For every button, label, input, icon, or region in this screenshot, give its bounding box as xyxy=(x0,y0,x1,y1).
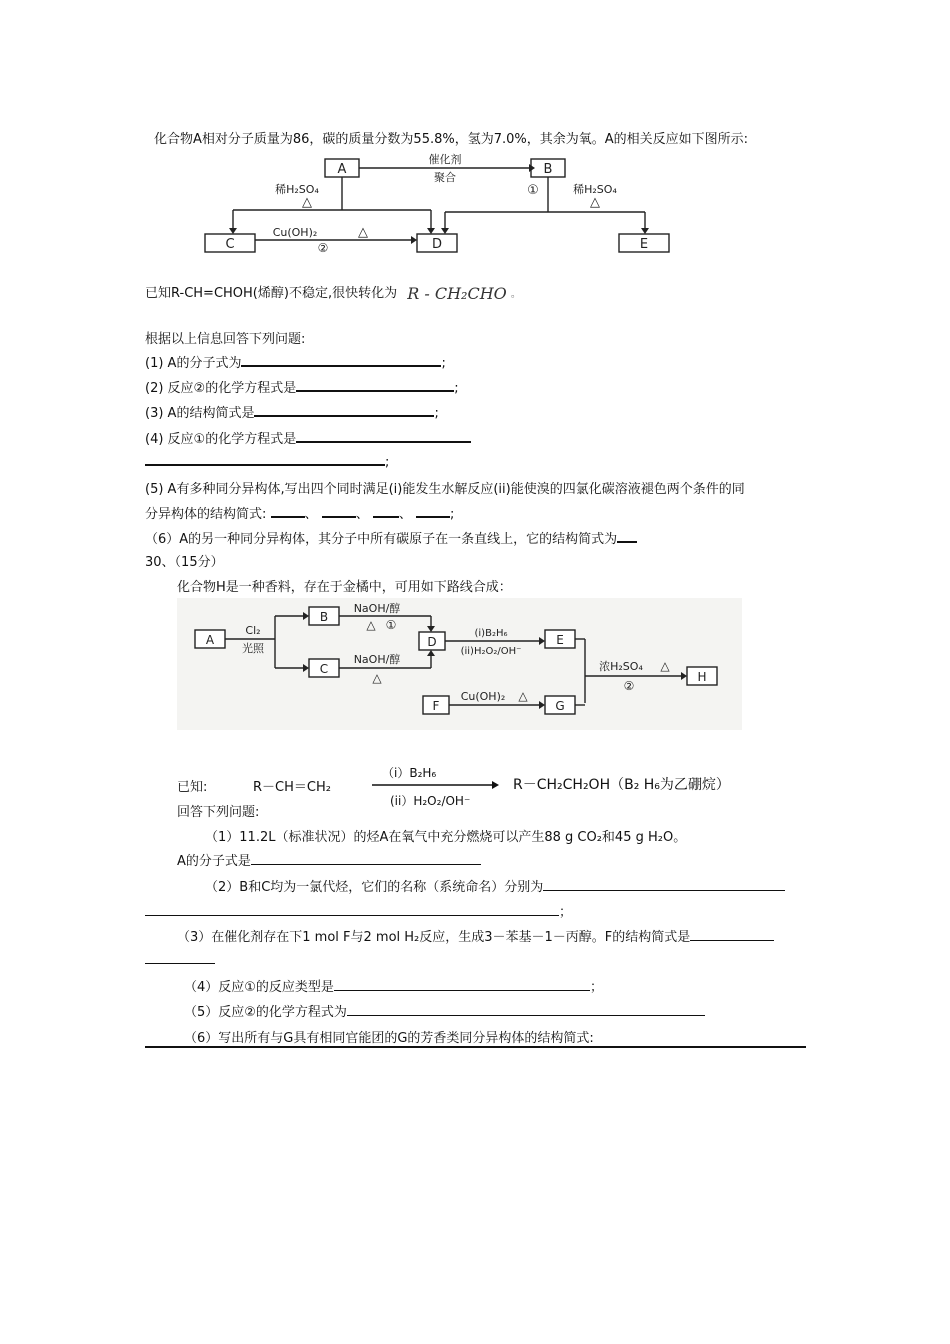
q29-intro: 化合物A相对分子质量为86，碳的质量分数为55.8%，氢为7.0%，其余为氧。A的相关反应如下图所示: xyxy=(154,132,749,147)
q29-dilute-acid-left: 稀H₂SO₄ xyxy=(275,183,319,196)
q30-cuoh: Cu(OH)₂ xyxy=(460,690,506,703)
q29-dilute-acid-right: 稀H₂SO₄ xyxy=(573,183,617,196)
catalyst-label: 催化剂 xyxy=(428,153,462,166)
q30-intro: 化合物H是一种香料，存在于金橘中，可用如下路线合成： xyxy=(177,580,512,595)
q29-q5-text: 分异构体的结构简式: xyxy=(145,507,267,522)
q30-q2-continue xyxy=(145,901,572,920)
node-a: A xyxy=(337,162,347,177)
q30-q4 xyxy=(184,976,603,995)
q29-q3-end: ; xyxy=(434,406,439,421)
q29-reaction-diagram xyxy=(195,150,685,255)
q30-q5-text: （5）反应②的化学方程式为 xyxy=(184,1005,347,1020)
q30-known-reactant: R－CH＝CH₂ xyxy=(253,780,331,795)
q30-q2-blank[interactable] xyxy=(543,878,785,891)
q29-q2-text: (2) 反应②的化学方程式是 xyxy=(145,381,297,396)
q30-answer-intro: 回答下列问题: xyxy=(177,805,260,820)
q30-header: 30、（15分） xyxy=(145,555,224,570)
q29-q5-sep1: 、 xyxy=(304,507,318,522)
q30-node-g: G xyxy=(555,699,565,713)
q30-light: 光照 xyxy=(242,642,264,655)
q30-node-b: B xyxy=(319,610,329,624)
q29-known-formula: R - CH₂CHO xyxy=(407,284,507,303)
q29-known-text: 已知R-CH=CHOH(烯醇)不稳定,很快转化为 xyxy=(145,286,398,301)
q29-answer-intro: 根据以上信息回答下列问题: xyxy=(145,332,306,347)
q30-node-c: C xyxy=(319,662,329,676)
q30-b2h6: (i)B₂H₆ xyxy=(474,628,508,639)
q30-heat-fg: △ xyxy=(518,689,528,703)
q30-q1-line1: （1）11.2L（标准状况）的烃A在氧气中充分燃烧可以产生88 g CO₂和45 g H₂O。 xyxy=(205,830,687,845)
q30-cl2: Cl₂ xyxy=(245,624,261,637)
q29-q6-blank[interactable] xyxy=(617,529,637,543)
node-d: D xyxy=(431,237,443,252)
q29-q2-end: ; xyxy=(454,381,459,396)
q30-node-d: D xyxy=(427,635,437,649)
q29-q3-text: (3) A的结构简式是 xyxy=(145,406,255,421)
q29-known xyxy=(145,282,521,301)
q29-q4-continue xyxy=(145,452,389,470)
polymerize-label: 聚合 xyxy=(434,171,456,184)
q30-q3-continue xyxy=(145,951,215,968)
q29-q3 xyxy=(145,402,439,421)
q29-q4-text: (4) 反应①的化学方程式是 xyxy=(145,432,297,447)
q29-q2 xyxy=(145,377,459,396)
q29-known-end: 。 xyxy=(510,289,521,300)
q30-q2-blank2[interactable] xyxy=(145,903,559,916)
q29-q5-blank4[interactable] xyxy=(416,504,450,518)
q29-q5-blank2[interactable] xyxy=(322,504,356,518)
q30-node-f: F xyxy=(432,699,440,713)
node-e: E xyxy=(639,237,649,252)
q30-h2o2: (ii)H₂O₂/OH⁻ xyxy=(460,646,522,657)
q30-known-cond2: (ii）H₂O₂/OH⁻ xyxy=(390,794,471,808)
q30-q1-line2 xyxy=(177,850,481,869)
q29-q5-sep2: 、 xyxy=(355,507,369,522)
q30-q3-blank[interactable] xyxy=(690,928,774,941)
q30-synthesis-diagram xyxy=(177,598,742,730)
q30-known-cond1: （i）B₂H₆ xyxy=(382,766,437,780)
q29-q1 xyxy=(145,352,446,371)
q30-known-label: 已知: xyxy=(177,780,208,795)
q29-heat-left: △ xyxy=(302,195,312,210)
q30-q2 xyxy=(205,876,785,895)
q29-mark1: ① xyxy=(527,183,539,198)
q30-mark1: ① xyxy=(385,618,397,632)
q30-q2-end: ； xyxy=(559,905,573,920)
q30-heat-bottom: △ xyxy=(372,671,382,685)
q29-q1-blank[interactable] xyxy=(241,353,441,367)
q29-q5-sep3: 、 xyxy=(398,507,412,522)
q30-q4-end: ； xyxy=(589,980,603,995)
q29-q4-blank2[interactable] xyxy=(145,452,385,466)
q30-naoh-top: NaOH/醇 xyxy=(353,602,401,615)
node-b: B xyxy=(543,162,553,177)
q29-q4-end: ; xyxy=(385,455,390,470)
q29-cuoh-label: Cu(OH)₂ xyxy=(272,226,318,239)
q30-q3-blank2[interactable] xyxy=(145,951,215,964)
q29-mark2: ② xyxy=(317,241,329,255)
q29-q4 xyxy=(145,428,471,447)
q30-known-arrow xyxy=(372,780,500,790)
q29-q5-line2 xyxy=(145,503,454,522)
q29-q5-blank3[interactable] xyxy=(373,504,399,518)
q29-heat-cd: △ xyxy=(358,225,368,240)
q30-node-a: A xyxy=(205,633,215,647)
q30-q4-blank[interactable] xyxy=(334,978,590,991)
q29-q3-blank[interactable] xyxy=(254,403,434,417)
q30-heat-top: △ xyxy=(366,618,376,632)
q29-q5-line1: (5) A有多种同分异构体,写出四个同时满足(i)能发生水解反应(ii)能使溴的四氯化碳溶液褪色两个条件的同 xyxy=(145,482,745,497)
q30-q5 xyxy=(184,1001,705,1020)
q29-heat-right: △ xyxy=(590,195,600,210)
q30-q2-text: （2）B和C均为一氯代烃，它们的名称（系统命名）分别为 xyxy=(205,880,544,895)
q29-q1-text: (1) A的分子式为 xyxy=(145,356,242,371)
q30-mark2: ② xyxy=(623,679,635,693)
q30-q3 xyxy=(177,926,774,945)
q30-heat-h: △ xyxy=(660,659,670,673)
node-c: C xyxy=(225,237,235,252)
q29-q5-end: ; xyxy=(450,507,455,522)
q30-q1-blank[interactable] xyxy=(251,852,481,865)
q30-q6: （6）写出所有与G具有相同官能团的G的芳香类同分异构体的结构简式: xyxy=(184,1031,594,1046)
q30-q6-answer-line[interactable] xyxy=(145,1046,806,1048)
q30-naoh-bottom: NaOH/醇 xyxy=(353,653,401,666)
q30-q5-blank[interactable] xyxy=(347,1003,705,1016)
q30-node-e: E xyxy=(556,633,564,647)
q29-q1-end: ; xyxy=(441,356,446,371)
q29-q6-text: （6）A的另一种同分异构体，其分子中所有碳原子在一条直线上，它的结构简式为 xyxy=(145,532,618,547)
q30-q3-text: （3）在催化剂存在下1 mol F与2 mol H₂反应，生成3－苯基－1－丙醇。F的结构简式是 xyxy=(177,930,691,945)
q29-q4-blank[interactable] xyxy=(296,429,471,443)
q30-conc-acid: 浓H₂SO₄ xyxy=(599,660,643,673)
q30-q4-text: （4）反应①的反应类型是 xyxy=(184,980,334,995)
q30-q1-text: A的分子式是 xyxy=(177,854,251,869)
q30-node-h: H xyxy=(697,670,707,684)
q29-q6 xyxy=(145,528,637,547)
q29-q5-blank1[interactable] xyxy=(271,504,305,518)
q29-q2-blank[interactable] xyxy=(296,378,454,392)
q30-known-product: R－CH₂CH₂OH（B₂ H₆为乙硼烷） xyxy=(513,777,730,793)
